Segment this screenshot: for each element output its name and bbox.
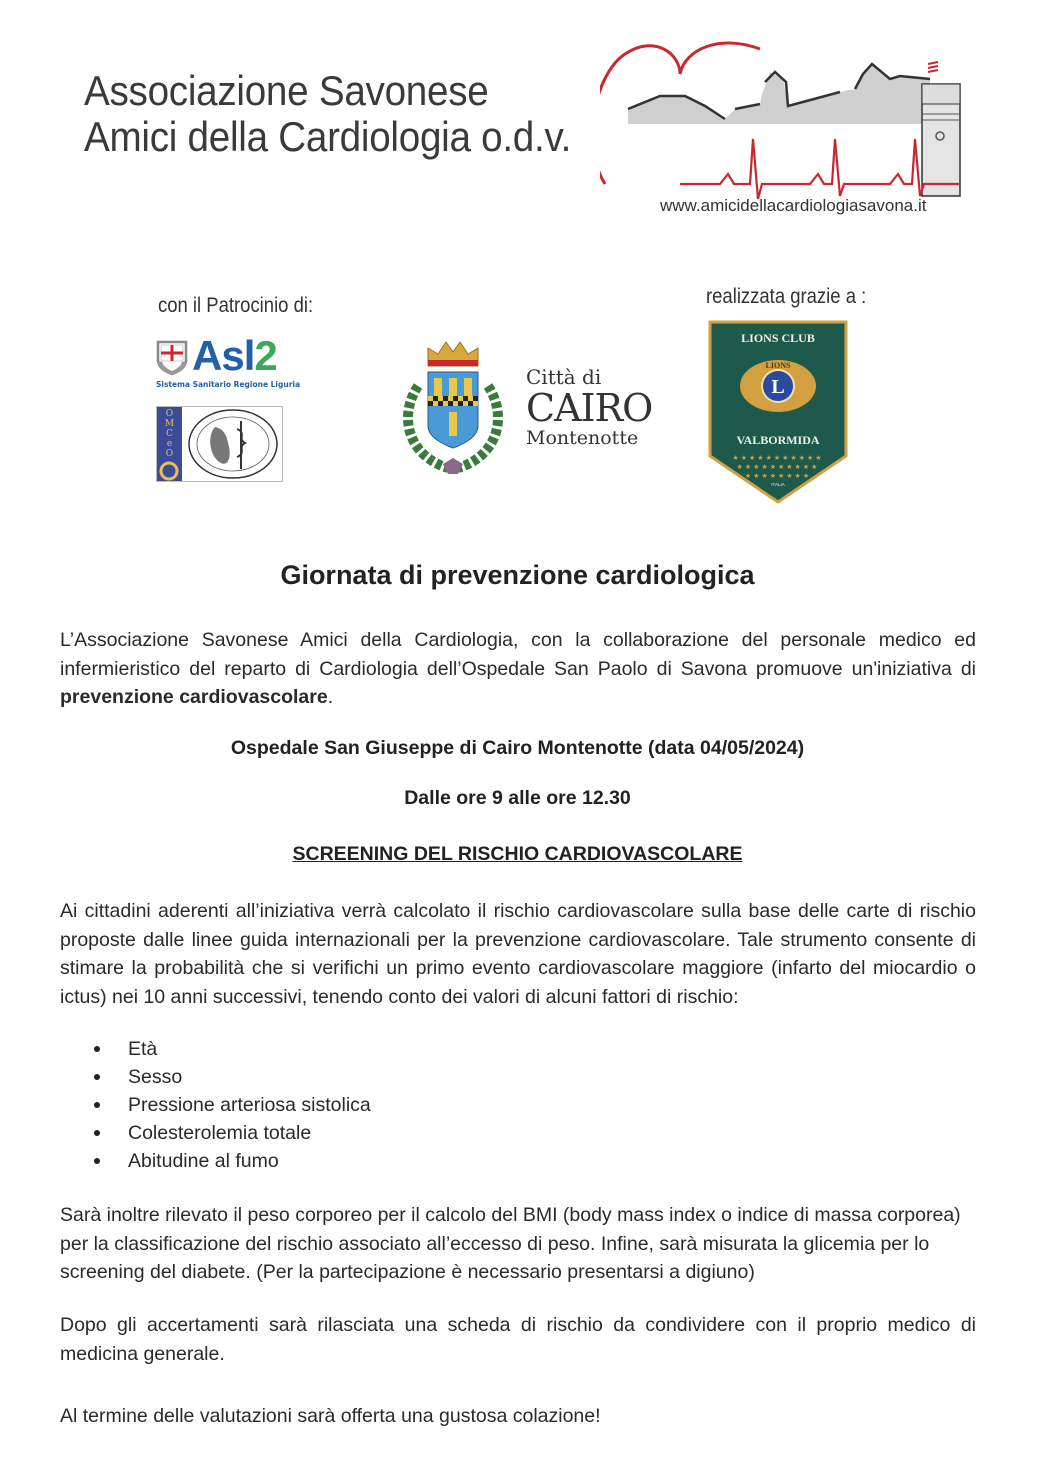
screening-section-title: SCREENING DEL RISCHIO CARDIOVASCOLARE xyxy=(292,843,743,865)
asl2-wordmark: Asl2 xyxy=(192,332,277,379)
page-title: Giornata di prevenzione cardiologica xyxy=(280,560,755,590)
asl2-subtitle: Sistema Sanitario Regione Liguria xyxy=(156,380,301,389)
patronage-label: con il Patrocinio di: xyxy=(158,294,314,317)
organization-name-line1: Associazione Savonese xyxy=(84,67,489,114)
intro-bold-text: prevenzione cardiovascolare xyxy=(60,686,328,708)
intro-paragraph: L’Associazione Savonese Amici della Cardiologia, con la collaborazione del personale medico ed infermieristico del reparto di Cardiologia dell’Ospedale San Paolo di Savona promuove un'iniziativa di prevenzione cardiovascolare. xyxy=(60,629,976,708)
lions-stars-row2: ★★★★★★★★★★ xyxy=(736,463,820,471)
omceo-emblem-icon xyxy=(157,461,182,481)
lions-club-location: VALBORMIDA xyxy=(736,433,820,447)
lions-emblem-letter: L xyxy=(771,376,785,398)
omceo-letters: O M C e O xyxy=(164,409,175,459)
liguria-shield-icon xyxy=(156,340,188,376)
cairo-citta: Città di xyxy=(526,365,602,389)
thanks-label: realizzata grazie a : xyxy=(706,285,867,308)
website-link[interactable]: www.amicidellacardiologiasavona.it xyxy=(660,196,927,215)
list-item: Pressione arteriosa sistolica xyxy=(94,1091,371,1119)
bullet-icon xyxy=(94,1102,100,1108)
asl2-logo xyxy=(156,332,301,394)
list-item: Abitudine al fumo xyxy=(94,1147,371,1175)
event-location-date: Ospedale San Giuseppe di Cairo Montenotte (data 04/05/2024) xyxy=(230,737,805,759)
screening-paragraph: Ai cittadini aderenti all’iniziativa verrà calcolato il rischio cardiovascolare sulla base delle carte di rischio proposte dalle linee guida internazionali per la prevenzione cardiovascolare. Tale strumento consente di stimare la probabilità che si verifichi un primo evento cardiovascolare maggiore (infarto del miocardio o ictus) nei 10 anni successivi, tenendo conto dei valori di alcuni fattori di rischio: xyxy=(60,900,976,1008)
cairo-name: CAIRO xyxy=(526,386,653,430)
list-item: Sesso xyxy=(94,1063,371,1091)
event-hours: Dalle ore 9 alle ore 12.30 xyxy=(404,787,631,809)
lions-stars-row3: ★★★★★★★★ xyxy=(744,472,812,480)
heart-ecg-skyline-icon xyxy=(600,34,970,204)
organization-name-line2: Amici della Cardiologia o.d.v. xyxy=(84,113,572,160)
closing-paragraph: Al termine delle valutazioni sarà offerta una gustosa colazione! xyxy=(60,1405,601,1427)
cairo-montenotte: Montenotte xyxy=(526,427,639,449)
organization-name xyxy=(84,68,571,160)
lions-emblem-word: LIONS xyxy=(765,361,791,370)
list-item: Colesterolemia totale xyxy=(94,1119,371,1147)
omceo-logo xyxy=(156,406,283,482)
risk-factors-list xyxy=(94,1035,371,1175)
cairo-montenotte-logo xyxy=(526,366,652,448)
bmi-paragraph: Sarà inoltre rilevato il peso corporeo per il calcolo del BMI (body mass index o indice di massa corporea) per la classificazione del rischio associato all’eccesso di peso. Infine, sarà misurata la glicemia per lo screening del diabete. (Per la partecipazione è necessario presentarsi a digiuno) xyxy=(60,1204,961,1283)
lions-club-valbormida-banner xyxy=(708,320,848,504)
bullet-icon xyxy=(94,1046,100,1052)
lions-country: ITALIA xyxy=(771,482,785,487)
lions-stars: ★★★★★★★★★★★ xyxy=(732,454,824,462)
lions-club-title: LIONS CLUB xyxy=(741,331,815,345)
bullet-icon xyxy=(94,1130,100,1136)
cairo-coat-of-arms-icon xyxy=(398,336,508,478)
aesculapius-medallion-icon xyxy=(185,407,281,481)
list-item: Età xyxy=(94,1035,371,1063)
risk-report-paragraph: Dopo gli accertamenti sarà rilasciata una scheda di rischio da condividere con il proprio medico di medicina generale. xyxy=(60,1314,976,1365)
bullet-icon xyxy=(94,1158,100,1164)
bullet-icon xyxy=(94,1074,100,1080)
